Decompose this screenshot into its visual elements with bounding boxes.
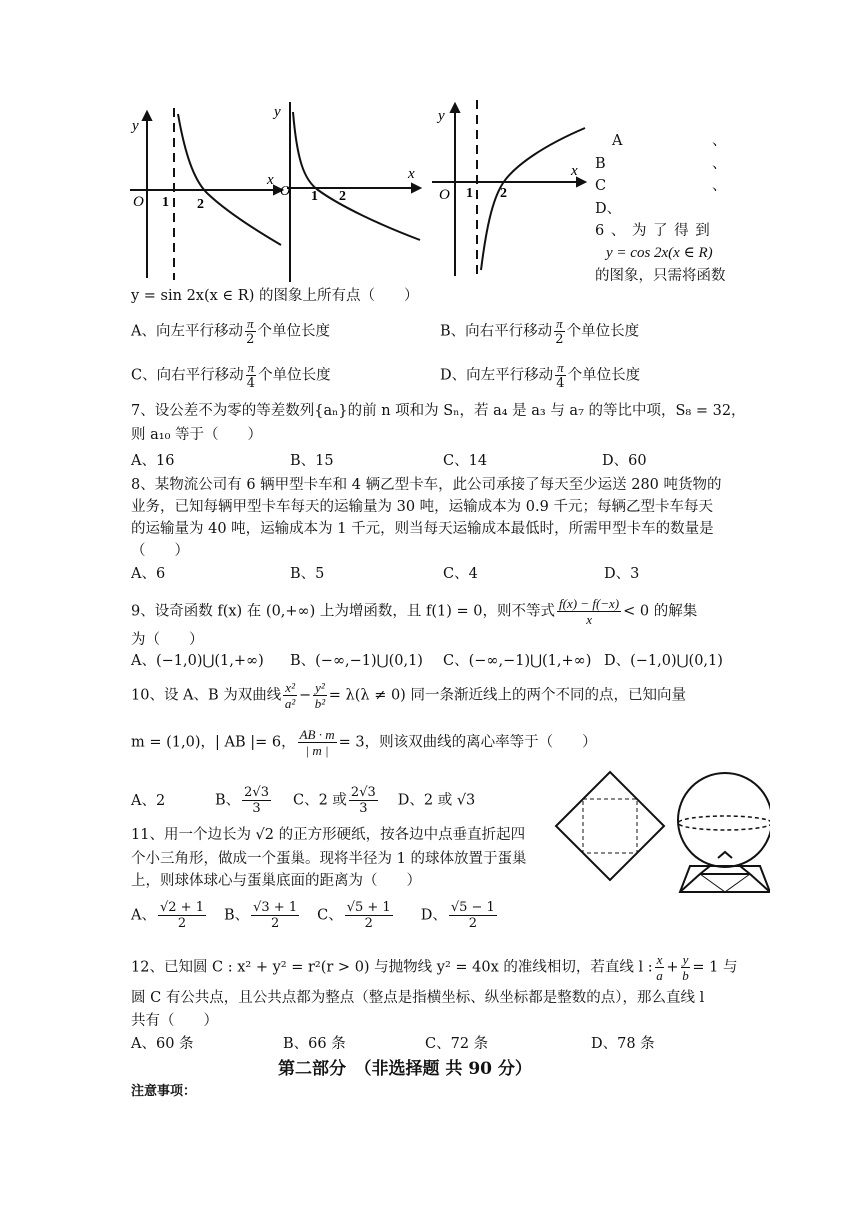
- q6-option-c: [131, 360, 331, 391]
- g1-tick-2: 2: [197, 197, 204, 212]
- q6-b-num: π: [556, 316, 563, 331]
- q11-c-num: √5 + 1: [346, 900, 391, 915]
- q11-d-num: √5 − 1: [450, 900, 495, 915]
- q8-option-a: A、6: [131, 566, 166, 582]
- graph-1: [130, 108, 282, 280]
- q6-a-unit: 个单位长度: [257, 323, 330, 340]
- q11-b-num: √3 + 1: [253, 900, 298, 915]
- q12-option-c: C、72 条: [425, 1036, 489, 1052]
- q12-line-3: 共有（ ）: [131, 1013, 218, 1029]
- q6-a-label: A、向左平行移动: [131, 323, 243, 340]
- q6-b-label: B、向右平行移动: [440, 323, 553, 340]
- q10-b-fraction: [242, 785, 271, 816]
- g3-origin: O: [439, 187, 450, 203]
- q10-f2-den: b²: [314, 696, 326, 711]
- q9-option-a: A、(−1,0)⋃(1,+∞): [131, 653, 264, 669]
- q12-frac-y: [681, 952, 691, 983]
- q11-line-3: 上，则球体球心与蛋巢底面的距离为（ ）: [131, 873, 421, 889]
- g3-x-label: x: [571, 163, 578, 179]
- q6-d-unit: 个单位长度: [567, 367, 641, 384]
- q10-line-2: [131, 727, 597, 758]
- q6-continuation: 的图象，只需将函数: [595, 268, 726, 284]
- q8-option-b: B、5: [290, 566, 325, 582]
- q9-line-1: [131, 596, 697, 627]
- part2-title: 第二部分 （非选择题 共 90 分）: [278, 1059, 532, 1079]
- q7-option-d: D、60: [602, 453, 647, 469]
- q11-c-fraction: [345, 900, 393, 931]
- q9-option-c: C、(−∞,−1)⋃(1,+∞): [443, 653, 592, 669]
- q6-c-den: 4: [246, 376, 255, 391]
- g2-tick-1: 1: [311, 189, 318, 204]
- q6-b-unit: 个单位长度: [566, 323, 640, 340]
- q10-l2b: = 3，则该双曲线的离心率等于（ ）: [338, 734, 597, 751]
- q9-den: x: [586, 612, 592, 627]
- q12-pre: 12、已知圆 C : x² + y² = r²(r > 0) 与抛物线 y² = 40x 的准线相切，若直线 l :: [131, 959, 653, 976]
- q6-option-d: [440, 360, 640, 391]
- q8-option-c: C、4: [443, 566, 478, 582]
- q8-line-3: 的运输量为 40 吨，运输成本为 1 千元，则当每天运输成本最低时，所需甲型卡车的数量是: [131, 521, 714, 537]
- graphs-figure: [0, 0, 860, 290]
- g3-tick-1: 1: [466, 186, 473, 201]
- q12-fy-num: y: [682, 952, 689, 967]
- q12-line-1: [131, 952, 737, 983]
- q11-b-fraction: [251, 900, 299, 931]
- g3-y-label: y: [438, 108, 445, 124]
- square-paper-figure: [556, 772, 664, 880]
- q6-a-fraction: [245, 316, 256, 347]
- q12-line-2: 圆 C 有公共点，且公共点都为整点（整点是指横坐标、纵坐标都是整数的点），那么直线 l: [131, 990, 705, 1006]
- g1-tick-1: 1: [162, 195, 169, 210]
- q11-a-den: 2: [177, 916, 187, 931]
- q12-frac-x: [655, 952, 665, 983]
- q11-b-den: 2: [270, 916, 280, 931]
- q6-a-den: 2: [246, 332, 255, 347]
- q10-f1-den: a²: [284, 696, 296, 711]
- q12-plus: +: [666, 959, 679, 976]
- g2-origin: O: [280, 184, 291, 199]
- side-option-d: D、: [595, 201, 622, 217]
- q11-option-a: A、: [131, 907, 156, 924]
- q9-line-2: 为（ ）: [131, 632, 204, 648]
- q7-option-a: A、16: [131, 453, 175, 469]
- q12-option-b: B、66 条: [283, 1036, 346, 1052]
- q7-option-b: B、15: [290, 453, 334, 469]
- q6-c-num: π: [247, 360, 255, 375]
- q6-option-b: [440, 316, 639, 347]
- g1-origin: O: [133, 194, 144, 210]
- g2-x-label: x: [408, 166, 415, 182]
- q6-c-fraction: [246, 360, 257, 391]
- q10-option-a: A、2: [131, 792, 166, 809]
- q11-option-d: D、: [420, 907, 447, 924]
- q10-f3-den: | m |: [305, 743, 329, 758]
- q10-f2-num: y²: [315, 680, 325, 695]
- q6-a-num: π: [246, 316, 254, 331]
- q10-b-num: 2√3: [244, 785, 269, 800]
- q6-d-fraction: [555, 360, 566, 391]
- q10-c-fraction: [349, 785, 378, 816]
- q9-fraction: [557, 596, 621, 627]
- q8-option-d: D、3: [604, 566, 640, 582]
- q10-f3-num: AB · m: [299, 727, 335, 742]
- q11-option-b: B、: [223, 907, 250, 924]
- g1-y-label: y: [132, 118, 139, 134]
- side-sep-c: 、: [712, 178, 727, 194]
- q10-line-1: [131, 680, 686, 711]
- side-option-c: C: [595, 178, 607, 194]
- q6-c-unit: 个单位长度: [258, 367, 331, 384]
- q10-option-d: D、2 或 √3: [397, 792, 476, 809]
- q6-target-function: y = cos 2x(x ∈ R): [606, 245, 713, 261]
- q10-b-den: 3: [252, 801, 261, 816]
- q10-f1-num: x²: [285, 680, 295, 695]
- graph-3: [432, 100, 585, 276]
- q12-fx-den: a: [656, 968, 663, 983]
- q8-line-4: （ ）: [131, 543, 189, 559]
- q9-post: < 0 的解集: [623, 603, 698, 620]
- side-option-a: A: [612, 133, 623, 149]
- q11-option-c: C、: [317, 907, 343, 924]
- q10-c-num: 2√3: [350, 785, 376, 800]
- q7-option-c: C、14: [443, 453, 488, 469]
- q10-option-c: C、2 或: [292, 792, 347, 809]
- egg-nest-figures: [540, 760, 770, 900]
- side-sep-b: 、: [712, 156, 727, 172]
- q10-option-b: B、: [215, 792, 241, 809]
- q12-option-d: D、78 条: [591, 1036, 655, 1052]
- q11-c-den: 2: [364, 916, 373, 931]
- q11-a-num: √2 + 1: [159, 900, 204, 915]
- q11-line-2: 个小三角形，做成一个蛋巢。现将半径为 1 的球体放置于蛋巢: [131, 851, 527, 867]
- part2-note: 注意事项：: [131, 1084, 197, 1099]
- sphere-on-nest-figure: [678, 773, 770, 892]
- q9-option-d: D、(−1,0)⋃(0,1): [604, 653, 723, 669]
- q6-c-label: C、向右平行移动: [131, 367, 244, 384]
- q7-line-2: 则 a₁₀ 等于（ ）: [131, 427, 262, 443]
- q12-eq: = 1 与: [692, 959, 738, 976]
- g3-tick-2: 2: [500, 186, 507, 201]
- q8-line-1: 8、某物流公司有 6 辆甲型卡车和 4 辆乙型卡车，此公司承接了每天至少运送 280 吨货物的: [131, 477, 722, 493]
- q11-d-den: 2: [468, 916, 477, 931]
- q12-fy-den: b: [682, 968, 689, 983]
- side-sep-a: 、: [712, 133, 727, 149]
- q11-d-fraction: [449, 900, 497, 931]
- q10-c-den: 3: [359, 801, 368, 816]
- q11-options: [131, 900, 499, 931]
- q6-b-fraction: [554, 316, 565, 347]
- q6-d-label: D、向左平行移动: [440, 367, 554, 384]
- q10-post: = λ(λ ≠ 0) 同一条渐近线上的两个不同的点，已知向量: [328, 687, 686, 704]
- q6-option-a: [131, 316, 330, 347]
- graph-2: [287, 102, 420, 282]
- q10-options: [131, 785, 475, 816]
- q8-line-2: 业务，已知每辆甲型卡车每天的运输量为 30 吨，运输成本为 0.9 千元；每辆乙型卡车每天: [131, 499, 713, 515]
- q10-pre: 10、设 A、B 为双曲线: [131, 687, 282, 704]
- g2-y-label: y: [274, 104, 281, 120]
- q7-line-1: 7、设公差不为零的等差数列{aₙ}的前 n 项和为 Sₙ，若 a₄ 是 a₃ 与 a₇ 的等比中项，S₈ = 32，: [131, 403, 746, 419]
- q6-d-den: 4: [556, 376, 565, 391]
- q10-frac-y: [313, 680, 327, 711]
- q10-frac-x: [283, 680, 297, 711]
- q10-minus: −: [298, 687, 312, 704]
- q11-a-fraction: [158, 900, 206, 931]
- q9-pre: 9、设奇函数 f(x) 在 (0,+∞) 上为增函数，且 f(1) = 0，则不等式: [131, 603, 556, 620]
- q6-start: 6 、 为 了 得 到: [595, 223, 710, 239]
- q12-fx-num: x: [656, 952, 663, 967]
- side-option-b: B: [595, 156, 606, 172]
- q9-option-b: B、(−∞,−1)⋃(0,1): [290, 653, 423, 669]
- q10-l2a: m = (1,0)，| AB |= 6，: [131, 734, 296, 751]
- g1-x-label: x: [267, 172, 274, 188]
- q9-num: f(x) − f(−x): [559, 596, 620, 611]
- q10-vector-fraction: [298, 727, 337, 758]
- g2-tick-2: 2: [339, 189, 346, 204]
- q12-option-a: A、60 条: [131, 1036, 194, 1052]
- q6-d-num: π: [557, 360, 564, 375]
- q6-b-den: 2: [555, 332, 564, 347]
- q6-line: y = sin 2x(x ∈ R) 的图象上所有点（ ）: [131, 288, 419, 304]
- q11-line-1: 11、用一个边长为 √2 的正方形硬纸，按各边中点垂直折起四: [131, 827, 526, 843]
